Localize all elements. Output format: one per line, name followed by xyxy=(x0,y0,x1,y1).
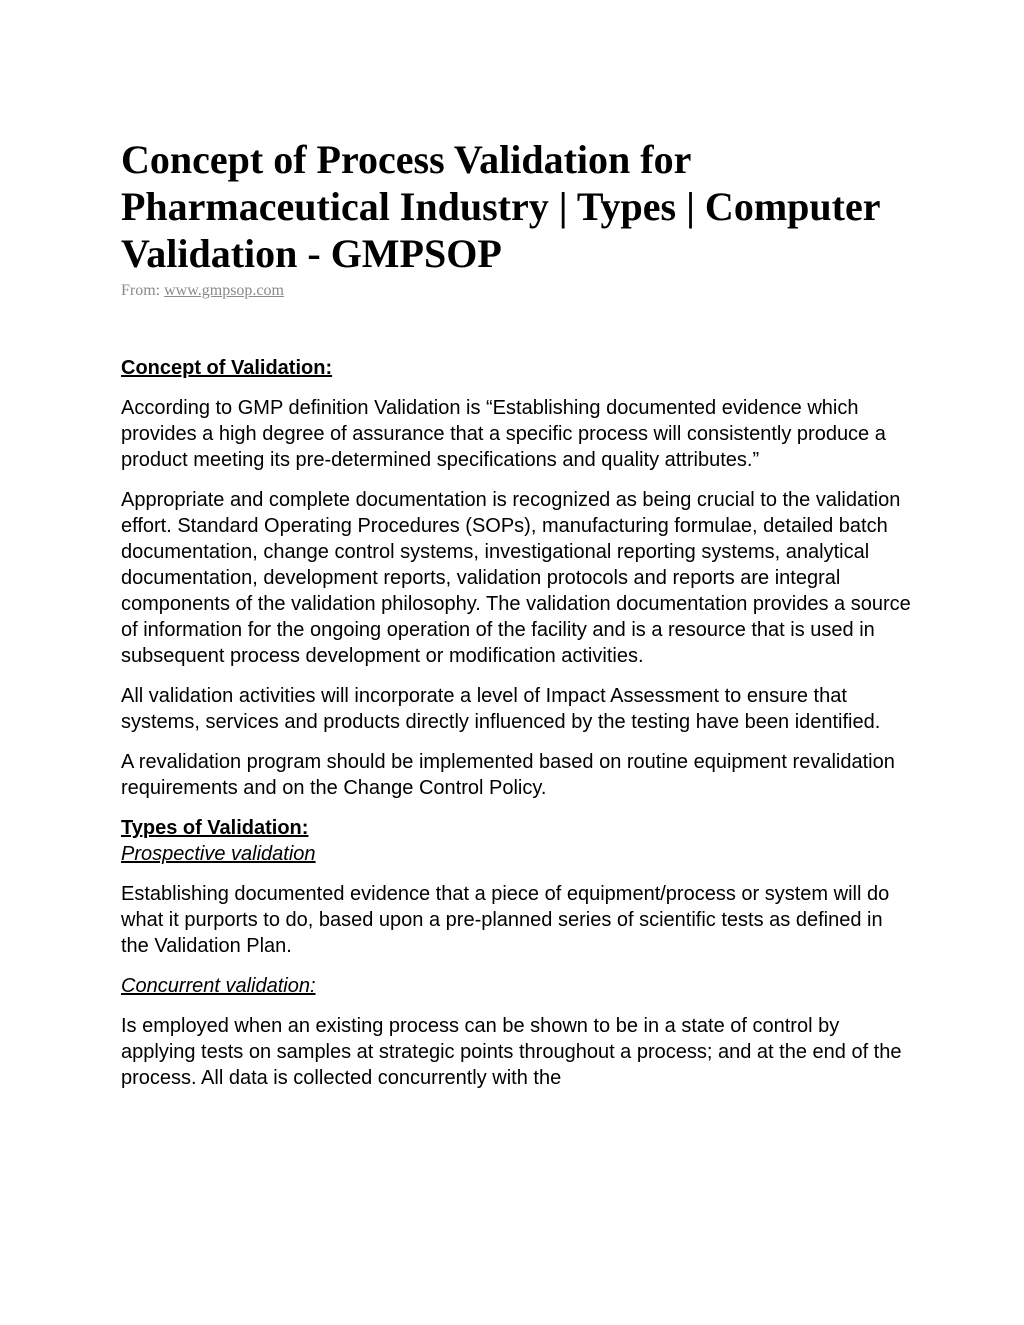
source-prefix: From: xyxy=(121,282,165,299)
prospective-validation-text: Establishing documented evidence that a piece of equipment/process or system will do what it purports to do, based upon a pre-planned series of scientific tests as defined in the Validation Plan. xyxy=(121,883,890,957)
prospective-validation-heading: Prospective validation xyxy=(121,843,316,865)
concurrent-validation-heading: Concurrent validation: xyxy=(121,975,316,997)
page-title: Concept of Process Validation for Pharmaceutical Industry | Types | Computer Validation - GMPSOP xyxy=(121,137,880,276)
document-page xyxy=(121,136,911,1091)
concurrent-validation-text: Is employed when an existing process can be shown to be in a state of control by applying tests on samples at strategic points throughout a process; and at the end of the process. All data is collected concurrently with the xyxy=(121,1015,902,1089)
source-line xyxy=(121,281,911,301)
paragraph-documentation: Appropriate and complete documentation is recognized as being crucial to the validation effort. Standard Operating Procedures (SOPs), manufacturing formulae, detailed batch documentation, change control systems, investigational reporting systems, analytical documentation, development reports, validation protocols and reports are integral components of the validation philosophy. The validation documentation provides a source of information for the ongoing operation of the facility and is a resource that is used in subsequent process development or modification activities. xyxy=(121,489,911,667)
source-link[interactable]: www.gmpsop.com xyxy=(164,282,284,299)
paragraph-gmp-definition: According to GMP definition Validation is “Establishing documented evidence which provides a high degree of assurance that a specific process will consistently produce a product meeting its pre-determined specifications and quality attributes.” xyxy=(121,397,886,471)
paragraph-impact-assessment: All validation activities will incorporate a level of Impact Assessment to ensure that systems, services and products directly influenced by the testing have been identified. xyxy=(121,685,881,733)
types-heading: Types of Validation: xyxy=(121,817,309,839)
paragraph-revalidation: A revalidation program should be implemented based on routine equipment revalidation requirements and on the Change Control Policy. xyxy=(121,751,895,799)
concept-heading: Concept of Validation: xyxy=(121,357,333,379)
